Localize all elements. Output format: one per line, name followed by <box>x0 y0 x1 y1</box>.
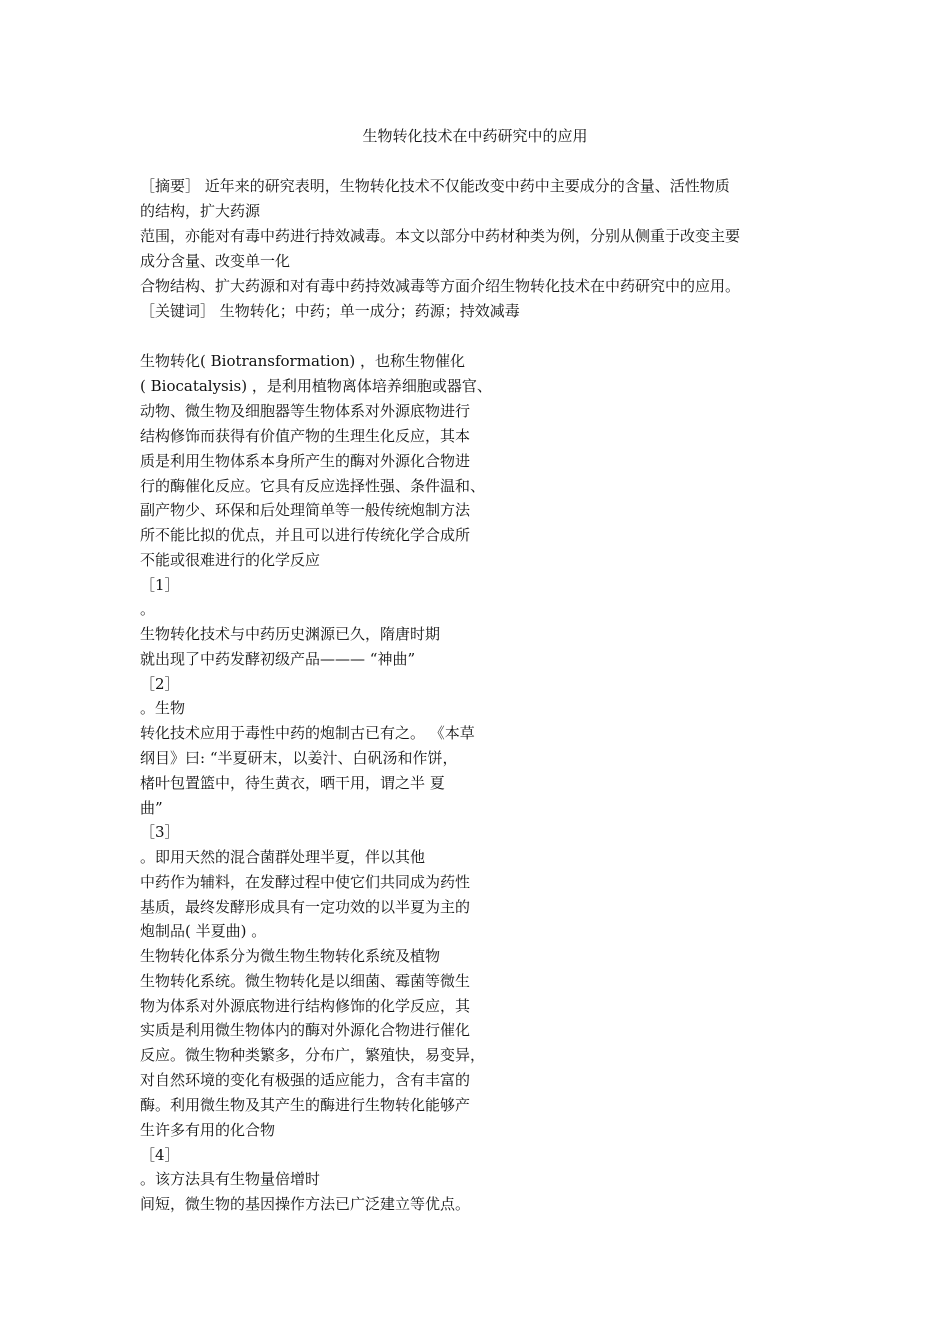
body-line: 就出现了中药发酵初级产品——— “神曲” <box>140 650 416 668</box>
body-line: 。生物 <box>140 699 186 717</box>
body-line: 对自然环境的变化有极强的适应能力，含有丰富的 <box>140 1071 471 1089</box>
body-line: 转化技术应用于毒性中药的炮制古已有之。 《本草 <box>140 724 475 742</box>
citation-ref: ［2］ <box>140 675 180 693</box>
body-line: 生物转化( Biotransformation) ，也称生物催化 <box>140 352 466 370</box>
body-line: 生物转化系统。微生物转化是以细菌、霉菌等微生 <box>140 972 471 990</box>
body-line: 。 <box>140 600 156 618</box>
body-line: 生许多有用的化合物 <box>140 1121 276 1139</box>
body-line: 物为体系对外源底物进行结构修饰的化学反应，其 <box>140 997 471 1015</box>
body-line: 。即用天然的混合菌群处理半夏，伴以其他 <box>140 848 426 866</box>
body-line: 基质，最终发酵形成具有一定功效的以半夏为主的 <box>140 898 471 916</box>
citation-ref: ［4］ <box>140 1146 180 1164</box>
body-line: 结构修饰而获得有价值产物的生理生化反应，其本 <box>140 427 471 445</box>
body-line: 酶。利用微生物及其产生的酶进行生物转化能够产 <box>140 1096 471 1114</box>
body-line: 质是利用生物体系本身所产生的酶对外源化合物进 <box>140 452 471 470</box>
body-line: 中药作为辅料，在发酵过程中使它们共同成为药性 <box>140 873 471 891</box>
body-line: 纲目》曰: “半夏研末，以姜汁、白矾汤和作饼， <box>140 749 458 767</box>
abstract-line: 合物结构、扩大药源和对有毒中药持效减毒等方面介绍生物转化技术在中药研究中的应用。 <box>140 277 741 295</box>
citation-ref: ［3］ <box>140 823 180 841</box>
body-line: 生物转化体系分为微生物生物转化系统及植物 <box>140 947 441 965</box>
document-title: 生物转化技术在中药研究中的应用 <box>362 127 588 145</box>
citation-ref: ［1］ <box>140 576 180 594</box>
body-line: 副产物少、环保和后处理简单等一般传统炮制方法 <box>140 501 471 519</box>
body-line: 不能或很难进行的化学反应 <box>140 551 321 569</box>
abstract-line: ［摘要］ 近年来的研究表明，生物转化技术不仅能改变中药中主要成分的含量、活性物质 <box>140 177 730 195</box>
body-line: 生物转化技术与中药历史渊源已久，隋唐时期 <box>140 625 441 643</box>
abstract-line: 范围，亦能对有毒中药进行持效减毒。本文以部分中药材种类为例，分别从侧重于改变主要 <box>140 227 741 245</box>
body-line: 楮叶包置篮中，待生黄衣，晒干用，谓之半 夏 <box>140 774 445 792</box>
body-line: ( Biocatalysis) ，是利用植物离体培养细胞或器官、 <box>140 377 492 395</box>
body-line: 动物、微生物及细胞器等生物体系对外源底物进行 <box>140 402 471 420</box>
body-line: 实质是利用微生物体内的酶对外源化合物进行催化 <box>140 1021 471 1039</box>
body-line: 反应。微生物种类繁多，分布广，繁殖快，易变异， <box>140 1046 486 1064</box>
body-line: 所不能比拟的优点，并且可以进行传统化学合成所 <box>140 526 471 544</box>
body-line: 炮制品( 半夏曲) 。 <box>140 922 267 940</box>
body-line: 行的酶催化反应。它具有反应选择性强、条件温和、 <box>140 477 486 495</box>
abstract-line: 成分含量、改变单一化 <box>140 252 291 270</box>
abstract-line: 的结构，扩大药源 <box>140 202 261 220</box>
keywords-line: ［关键词］ 生物转化；中药；单一成分；药源；持效减毒 <box>140 302 520 320</box>
body-line: 。该方法具有生物量倍增时 <box>140 1170 321 1188</box>
body-line: 曲” <box>140 799 163 817</box>
body-line: 间短，微生物的基因操作方法已广泛建立等优点。 <box>140 1195 471 1213</box>
